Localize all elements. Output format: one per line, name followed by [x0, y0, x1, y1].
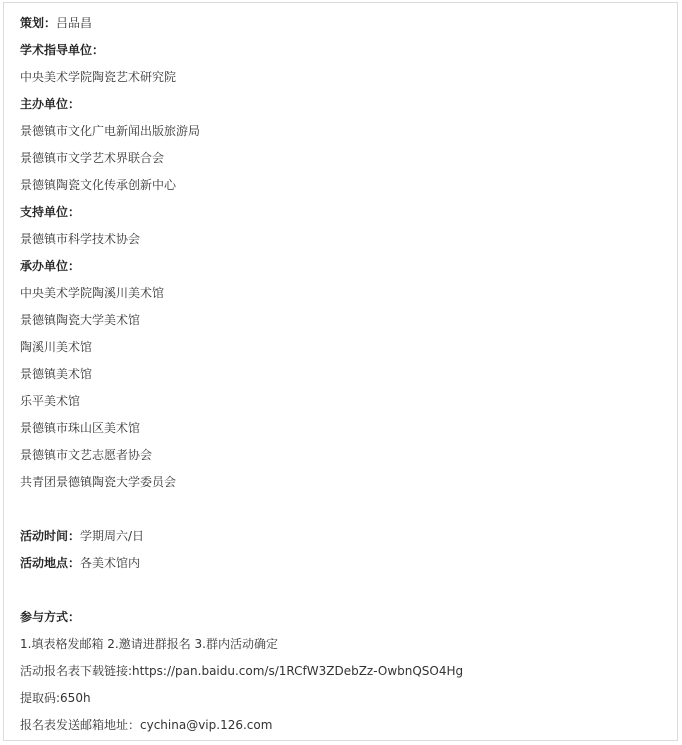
curator-value: 吕品昌: [56, 16, 93, 30]
co-organizer-item: 中央美术学院陶溪川美术馆: [20, 286, 165, 300]
supporter-item: 景德镇市科学技术协会: [20, 232, 141, 246]
organizer-item: 景德镇市文化广电新闻出版旅游局: [20, 124, 201, 138]
co-organizer-item: 共青团景德镇陶瓷大学委员会: [20, 475, 177, 489]
co-organizer-item: 陶溪川美术馆: [20, 340, 93, 354]
curator-line: [20, 10, 670, 37]
participation-steps: 1.填表格发邮箱 2.邀请进群报名 3.群内活动确定: [20, 637, 278, 651]
activity-place-value: 各美术馆内: [80, 556, 141, 570]
organizer-item: 景德镇陶瓷文化传承创新中心: [20, 178, 177, 192]
email-address[interactable]: 报名表发送邮箱地址：cychina@vip.126.com: [20, 718, 273, 732]
activity-time-label: 活动时间：: [20, 529, 81, 543]
co-organizer-item: 景德镇市珠山区美术馆: [20, 421, 141, 435]
co-organizer-item: 景德镇市文艺志愿者协会: [20, 448, 153, 462]
supporters-heading: 支持单位：: [20, 205, 81, 219]
download-link[interactable]: 活动报名表下载链接:https://pan.baidu.com/s/1RCfW3ZDebZz-OwbnQSO4Hg: [20, 664, 464, 678]
activity-place-label: 活动地点：: [20, 556, 81, 570]
extract-code: 提取码:650h: [20, 691, 91, 705]
activity-place-line: [20, 550, 670, 577]
co-organizer-item: 乐平美术馆: [20, 394, 81, 408]
curator-label: 策划：: [20, 16, 57, 30]
co-organizer-item: 景德镇美术馆: [20, 367, 93, 381]
activity-time-line: [20, 523, 670, 550]
co-organizers-heading: 承办单位：: [20, 259, 81, 273]
article-content: [20, 10, 670, 739]
activity-time-value: 学期周六/日: [80, 529, 145, 543]
participation-heading: 参与方式：: [20, 610, 81, 624]
spacer: [20, 577, 670, 604]
organizer-item: 景德镇市文学艺术界联合会: [20, 151, 165, 165]
spacer: [20, 496, 670, 523]
academic-guidance-item: 中央美术学院陶瓷艺术研究院: [20, 70, 177, 84]
academic-guidance-heading: 学术指导单位：: [20, 43, 105, 57]
organizers-heading: 主办单位：: [20, 97, 81, 111]
co-organizer-item: 景德镇陶瓷大学美术馆: [20, 313, 141, 327]
